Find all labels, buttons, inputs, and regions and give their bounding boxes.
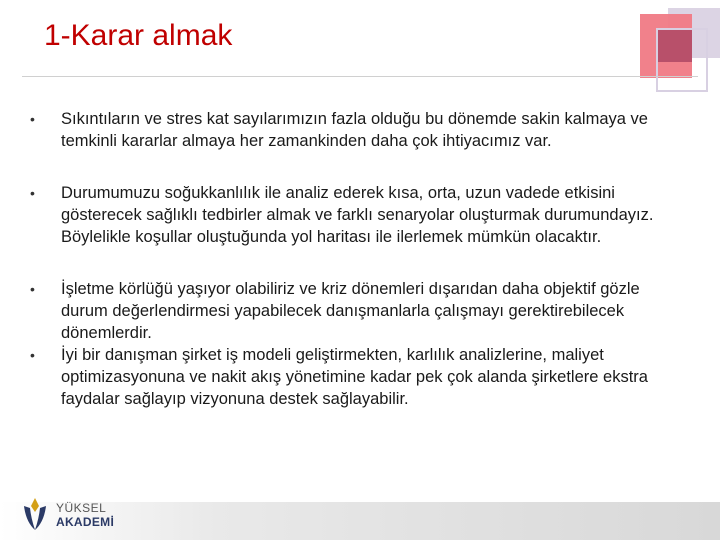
bullet-dot: • xyxy=(30,185,35,201)
bullet-item xyxy=(30,182,690,248)
bullet-dot: • xyxy=(30,281,35,297)
slide-title: 1-Karar almak xyxy=(44,19,233,52)
logo-line-yuksel: YÜKSEL xyxy=(56,501,107,515)
bullet-item xyxy=(30,344,690,410)
bullet-text: İyi bir danışman şirket iş modeli geliştirmekten, karlılık analizlerine, maliyet optimizasyonuna ve nakit akış yönetimine kadar pek çok alanda şirketlere ekstra faydalar sağlayıp vizyonuna destek sağlayabilir. xyxy=(61,346,648,408)
footer-logo-text xyxy=(56,501,114,529)
bullet-item xyxy=(30,108,690,152)
title-divider xyxy=(22,76,698,77)
bullet-dot: • xyxy=(30,111,35,127)
bullet-text: Durumumuzu soğukkanlılık ile analiz ederek kısa, orta, uzun vadede etkisini gösterecek sağlıklı tedbirler almak ve farklı senaryolar oluşturmak durumundayız. Böylelikle koşullar oluştuğunda yol haritası ile ilerlemek mümkün olacaktır. xyxy=(61,184,654,246)
decor-square-plum xyxy=(658,30,692,62)
bullet-text: Sıkıntıların ve stres kat sayılarımızın fazla olduğu bu dönemde sakin kalmaya ve temkinli kararlar almaya her zamankinden daha çok ihtiyacımız var. xyxy=(61,110,648,150)
bullet-list xyxy=(30,108,690,410)
logo-line-akademi: AKADEMİ xyxy=(56,515,115,529)
bullet-dot: • xyxy=(30,347,35,363)
bullet-item xyxy=(30,278,690,344)
yuksel-akademi-logo-icon xyxy=(22,496,48,532)
bullet-text: İşletme körlüğü yaşıyor olabiliriz ve kriz dönemleri dışarıdan daha objektif gözle durum değerlendirmesi yapabilecek danışmanlarla çalışmayı gerektirebilecek dönemlerdir. xyxy=(61,280,640,342)
